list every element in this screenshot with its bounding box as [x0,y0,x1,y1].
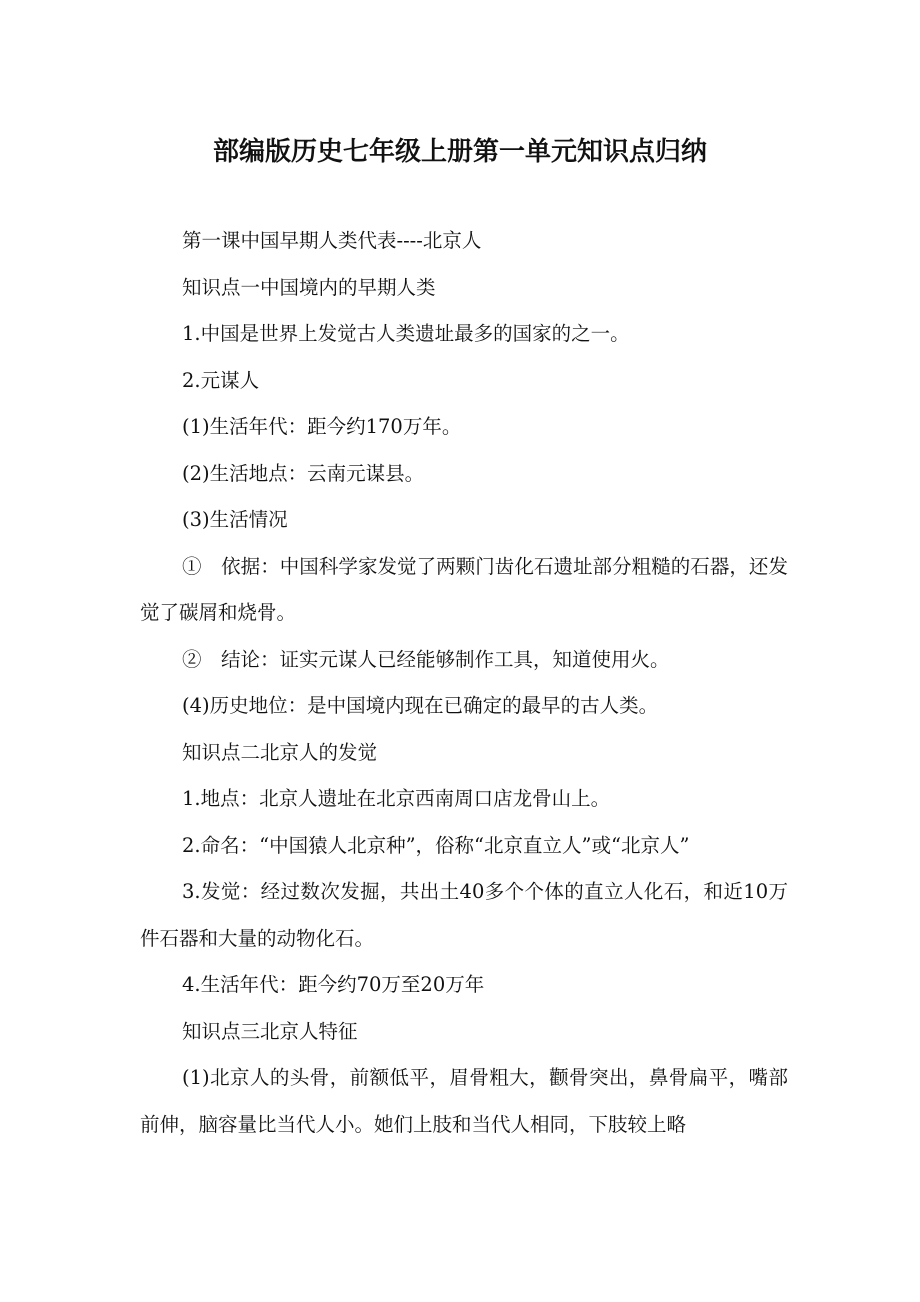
knowledge-point-heading: 知识点二北京人的发觉 [182,740,378,764]
knowledge-point-heading: 知识点三北京人特征 [182,1019,358,1043]
paragraph: 3.发觉：经过数次发掘，共出土40多个个体的直立人化石，和近10万件石器和大量的动物化石。 [140,880,788,950]
paragraph: (1)生活年代：距今约170万年。 [182,415,462,438]
paragraph: ② 结论：证实元谋人已经能够制作工具，知道使用火。 [182,647,670,671]
paragraph: (2)生活地点：云南元谋县。 [182,461,425,485]
paragraph: 4.生活年代：距今约70万至20万年 [182,973,485,996]
paragraph: ① 依据：中国科学家发觉了两颗门齿化石遗址部分粗糙的石器，还发觉了碳屑和烧骨。 [140,554,788,624]
paragraph: (4)历史地位：是中国境内现在已确定的最早的古人类。 [182,694,659,717]
paragraph: 1.地点：北京人遗址在北京西南周口店龙骨山上。 [182,787,611,810]
document-title: 部编版历史七年级上册第一单元知识点归纳 [212,137,707,168]
lesson-heading: 第一课中国早期人类代表----北京人 [182,229,482,252]
document-body [140,218,788,1148]
paragraph: 2.元谋人 [182,368,260,392]
paragraph: 1.中国是世界上发觉古人类遗址最多的国家的之一。 [182,322,630,345]
paragraph: 2.命名：“中国猿人北京种”，俗称“北京直立人”或“北京人” [182,833,690,857]
paragraph: (1)北京人的头骨，前额低平，眉骨粗大，颧骨突出，鼻骨扁平，嘴部前伸，脑容量比当代人小。她们上肢和当代人相同，下肢较上略 [140,1066,788,1136]
knowledge-point-heading: 知识点一中国境内的早期人类 [182,275,436,299]
paragraph: (3)生活情况 [182,508,288,531]
